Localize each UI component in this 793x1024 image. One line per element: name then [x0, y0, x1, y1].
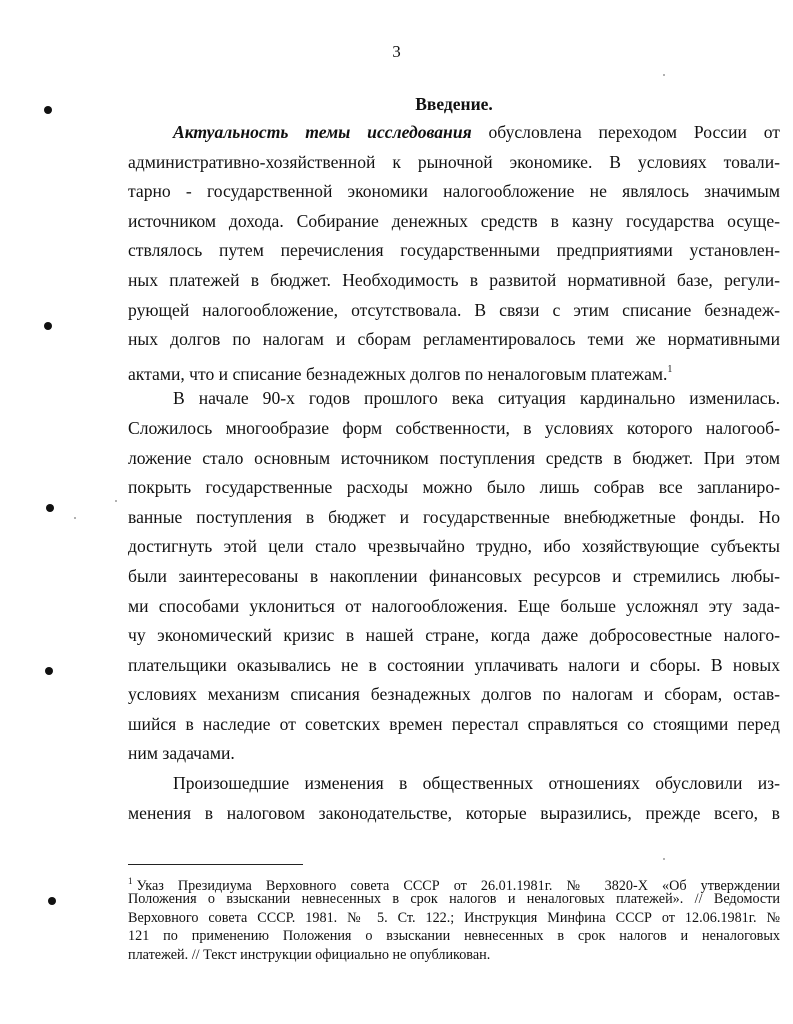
scan-speck [663, 74, 665, 76]
paragraph-2 [128, 384, 780, 769]
text-line: Сложилось многообразие форм собственности, в условиях которого налогооб- [128, 417, 780, 438]
text-line: менения в налоговом законодательстве, которые выразились, прежде всего, в [128, 802, 780, 823]
footnote-reference[interactable]: 1 [667, 363, 673, 375]
scan-speck [74, 517, 76, 519]
footnote-mark: 1 [128, 876, 133, 886]
emphasis-phrase: Актуальность темы исследования [173, 122, 472, 142]
text-line [128, 355, 780, 385]
body-text [128, 118, 780, 828]
punch-hole-mark [46, 504, 54, 512]
text-line: источником дохода. Собирание денежных средств в казну государства осуще- [128, 210, 780, 231]
text-line: ним задачами. [128, 743, 235, 764]
text-line: Произошедшие изменения в общественных отношениях обусловили из- [173, 773, 780, 794]
paragraph-3 [128, 769, 780, 828]
footnote-line [128, 872, 780, 894]
punch-hole-mark [44, 322, 52, 330]
text-line: условиях механизм списания безнадежных долгов по налогам и сборам, остав- [128, 684, 780, 705]
text-line: рующей налогообложение, отсутствовала. В связи с этим списание безнадеж- [128, 299, 780, 320]
text-line [128, 118, 780, 148]
footnote-line: Положения о взыскании невнесенных в срок налогов и неналоговых платежей». // Ведомости [128, 891, 780, 908]
text-line: покрыть государственные расходы можно было лишь собрав все запланиро- [128, 477, 780, 498]
scan-speck [115, 500, 117, 502]
footnote [128, 872, 780, 964]
line-text: актами, что и списание безнадежных долгов по неналоговым платежам. [128, 363, 668, 384]
footnote-line: платежей. // Текст инструкции официально не опубликован. [128, 946, 491, 963]
footnote-text: Указ Президиума Верховного совета СССР от 26.01.1981г. № 3820-X «Об утверждении [136, 878, 780, 894]
text-line: ми способами уклониться от налогообложения. Еще больше усложнял эту зада- [128, 595, 780, 616]
text-line: чу экономический кризис в нашей стране, когда даже добросовестные налого- [128, 625, 780, 646]
footnote-line: 121 по применению Положения о взыскании невнесенных в срок налогов и неналоговых [128, 928, 780, 945]
text-line: были заинтересованы в накоплении финансовых ресурсов и стремились любы- [128, 565, 780, 586]
footnote-line: Верховного совета СССР. 1981. № 5. Ст. 122.; Инструкция Минфина СССР от 12.06.1981г. № [128, 909, 780, 926]
text-line: шийся в наследие от советских времен перестал справляться со стоящими перед [128, 713, 780, 734]
text-line: В начале 90-х годов прошлого века ситуация кардинально изменилась. [173, 388, 780, 409]
text-line: ных долгов по налогам и сборам регламентировалось теми же нормативными [128, 329, 780, 350]
text-line: ствлялось путем перечисления государственными предприятиями установлен- [128, 240, 780, 261]
section-heading: Введение. [415, 94, 493, 114]
line-text: обусловлена переходом России от [471, 122, 780, 142]
text-line: тарно - государственной экономики налогообложение не являлось значимым [128, 181, 780, 202]
paragraph-1 [128, 118, 780, 384]
text-line: административно-хозяйственной к рыночной экономике. В условиях товали- [128, 151, 780, 172]
punch-hole-mark [44, 106, 52, 114]
text-line: ложение стало основным источником поступления средств в бюджет. При этом [128, 447, 780, 468]
text-line: ванные поступления в бюджет и государственные внебюджетные фонды. Но [128, 506, 780, 527]
text-line: ных платежей в бюджет. Необходимость в развитой нормативной базе, регули- [128, 269, 780, 290]
punch-hole-mark [45, 667, 53, 675]
text-line: достигнуть этой цели стало чрезвычайно трудно, ибо хозяйствующие субъекты [128, 536, 780, 557]
footnote-separator [128, 864, 303, 865]
punch-hole-mark [48, 897, 56, 905]
page-number: 3 [392, 42, 401, 61]
scan-speck [663, 858, 665, 860]
text-line: плательщики оказывались не в состоянии уплачивать налоги и сборы. В новых [128, 654, 780, 675]
